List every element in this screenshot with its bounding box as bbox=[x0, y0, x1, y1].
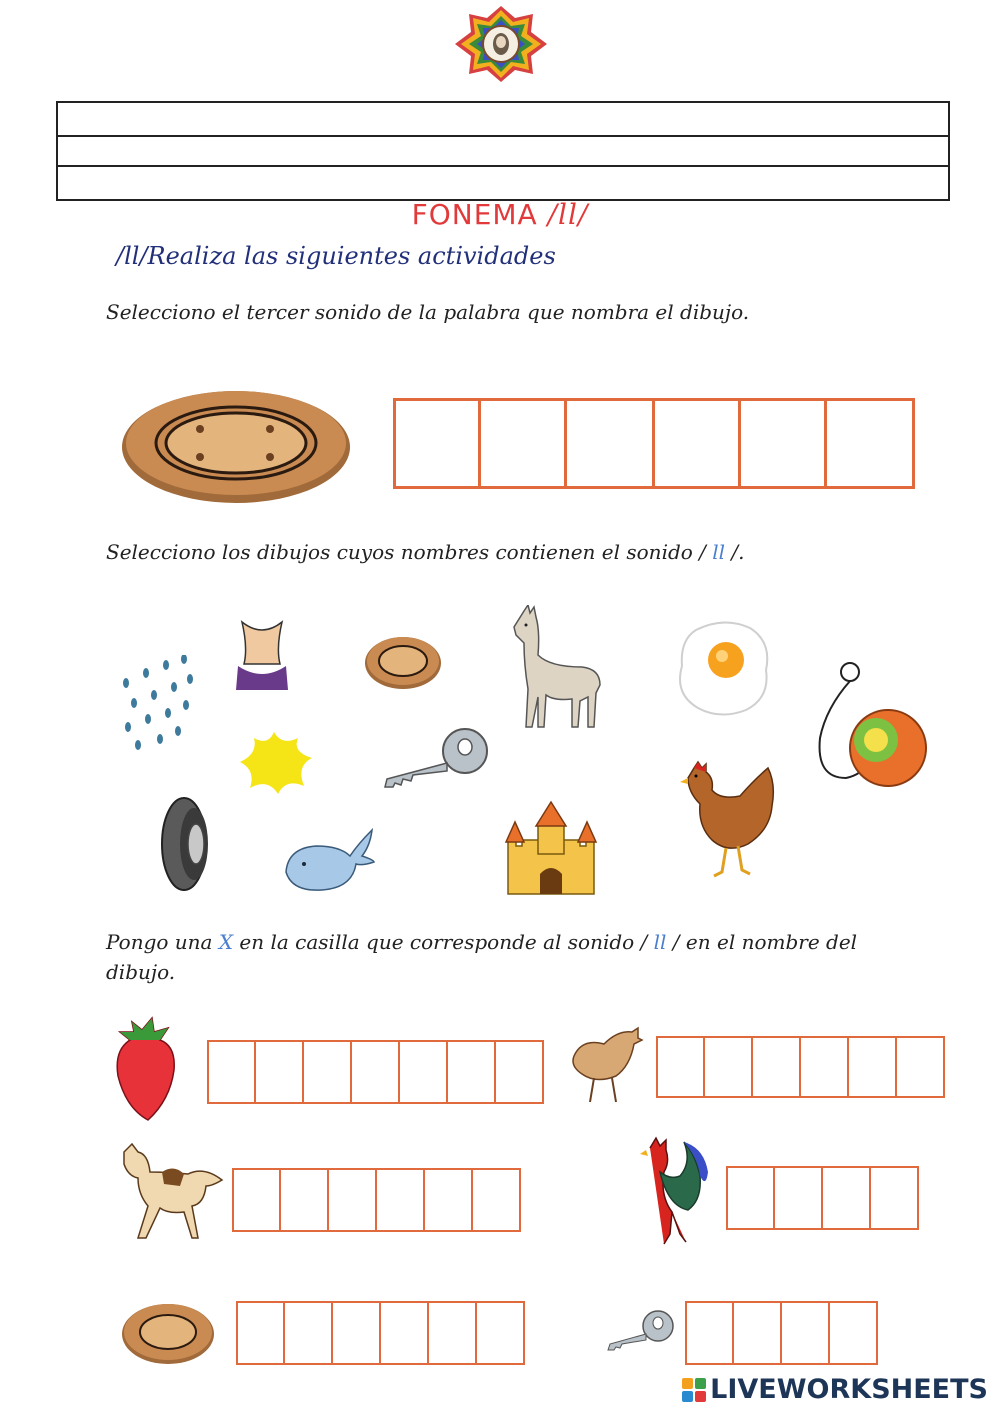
school-logo bbox=[455, 6, 547, 82]
student-info-table bbox=[56, 101, 950, 201]
answer-box[interactable] bbox=[734, 1301, 782, 1365]
activity3-boxes-caballo bbox=[232, 1168, 521, 1232]
answer-box[interactable] bbox=[655, 398, 741, 489]
castillo-icon[interactable] bbox=[504, 800, 598, 896]
answer-box[interactable] bbox=[207, 1040, 256, 1104]
title-prefix: FONEMA bbox=[411, 198, 548, 231]
answer-box[interactable] bbox=[352, 1040, 400, 1104]
answer-box[interactable] bbox=[705, 1036, 753, 1098]
answer-box[interactable] bbox=[871, 1166, 919, 1230]
subtitle-text: Realiza las siguientes actividades bbox=[147, 242, 556, 270]
answer-box[interactable] bbox=[377, 1168, 425, 1232]
answer-box[interactable] bbox=[741, 398, 827, 489]
activity3-boxes-gallo bbox=[726, 1166, 919, 1230]
ballena-icon[interactable] bbox=[282, 826, 376, 894]
answer-box[interactable] bbox=[827, 398, 915, 489]
activity2-instruction-sound: ll bbox=[712, 540, 726, 564]
answer-box[interactable] bbox=[393, 398, 481, 489]
llave-icon[interactable] bbox=[381, 727, 493, 797]
answer-box[interactable] bbox=[726, 1166, 775, 1230]
answer-box[interactable] bbox=[304, 1040, 352, 1104]
tortilla-icon[interactable] bbox=[120, 1298, 216, 1366]
answer-box[interactable] bbox=[425, 1168, 473, 1232]
activity3-instruction-sound: ll bbox=[653, 930, 667, 954]
llave-icon[interactable] bbox=[606, 1308, 676, 1354]
answer-box[interactable] bbox=[429, 1301, 477, 1365]
brand-logo-icon bbox=[682, 1378, 706, 1402]
answer-box[interactable] bbox=[400, 1040, 448, 1104]
answer-box[interactable] bbox=[329, 1168, 377, 1232]
answer-box[interactable] bbox=[753, 1036, 801, 1098]
page-title bbox=[0, 198, 1000, 231]
llama-icon[interactable] bbox=[510, 605, 606, 729]
activity3-boxes-pollo bbox=[656, 1036, 945, 1098]
answer-box[interactable] bbox=[381, 1301, 429, 1365]
liveworksheets-brand bbox=[682, 1374, 988, 1405]
estrella-icon[interactable] bbox=[238, 728, 318, 798]
answer-box[interactable] bbox=[496, 1040, 544, 1104]
llanta-icon[interactable] bbox=[158, 795, 216, 893]
tortilla-icon[interactable] bbox=[363, 633, 443, 691]
answer-box[interactable] bbox=[897, 1036, 945, 1098]
answer-box[interactable] bbox=[256, 1040, 304, 1104]
answer-box[interactable] bbox=[232, 1168, 281, 1232]
activity3-instruction-end: / en el nombre del dibujo. bbox=[106, 930, 858, 984]
subtitle-sound: /ll/ bbox=[116, 242, 148, 270]
yoyo-icon[interactable] bbox=[806, 658, 934, 798]
caballo-icon[interactable] bbox=[118, 1142, 228, 1246]
answer-box[interactable] bbox=[477, 1301, 525, 1365]
tortilla-icon bbox=[118, 385, 354, 507]
answer-box[interactable] bbox=[236, 1301, 285, 1365]
gallina-icon[interactable] bbox=[680, 760, 780, 880]
table-divider bbox=[58, 165, 948, 167]
activity3-boxes-fresa bbox=[207, 1040, 544, 1104]
activity3-boxes-tortilla bbox=[236, 1301, 525, 1365]
answer-box[interactable] bbox=[473, 1168, 521, 1232]
answer-box[interactable] bbox=[567, 398, 655, 489]
answer-box[interactable] bbox=[333, 1301, 381, 1365]
activity3-boxes-llave bbox=[685, 1301, 878, 1365]
activity2-instruction bbox=[106, 540, 745, 564]
answer-box[interactable] bbox=[830, 1301, 878, 1365]
answer-box[interactable] bbox=[775, 1166, 823, 1230]
pollo-icon[interactable] bbox=[568, 1022, 644, 1108]
answer-box[interactable] bbox=[656, 1036, 705, 1098]
answer-box[interactable] bbox=[801, 1036, 849, 1098]
activity1-answer-boxes bbox=[393, 398, 915, 489]
subtitle bbox=[116, 242, 556, 270]
activity3-instruction-text: Pongo una bbox=[106, 930, 219, 954]
table-divider bbox=[58, 135, 948, 137]
answer-box[interactable] bbox=[448, 1040, 496, 1104]
activity3-instruction-x: X bbox=[218, 930, 234, 954]
answer-box[interactable] bbox=[285, 1301, 333, 1365]
answer-box[interactable] bbox=[481, 398, 567, 489]
lluvia-icon[interactable] bbox=[118, 655, 196, 751]
cuello-icon[interactable] bbox=[234, 620, 290, 692]
activity1-instruction: Selecciono el tercer sonido de la palabra que nombra el dibujo. bbox=[106, 300, 750, 324]
title-sound: /ll/ bbox=[547, 198, 589, 231]
fresa-icon[interactable] bbox=[112, 1016, 178, 1124]
activity2-instruction-text: Selecciono los dibujos cuyos nombres contienen el sonido / bbox=[106, 540, 713, 564]
brand-text: LIVEWORKSHEETS bbox=[710, 1374, 988, 1405]
activity3-instruction bbox=[106, 927, 906, 987]
answer-box[interactable] bbox=[685, 1301, 734, 1365]
activity2-instruction-end: /. bbox=[725, 540, 745, 564]
answer-box[interactable] bbox=[823, 1166, 871, 1230]
answer-box[interactable] bbox=[782, 1301, 830, 1365]
answer-box[interactable] bbox=[849, 1036, 897, 1098]
gallo-icon[interactable] bbox=[640, 1136, 712, 1248]
huevo-icon[interactable] bbox=[676, 620, 772, 718]
activity3-instruction-middle: en la casilla que corresponde al sonido / bbox=[233, 930, 654, 954]
answer-box[interactable] bbox=[281, 1168, 329, 1232]
